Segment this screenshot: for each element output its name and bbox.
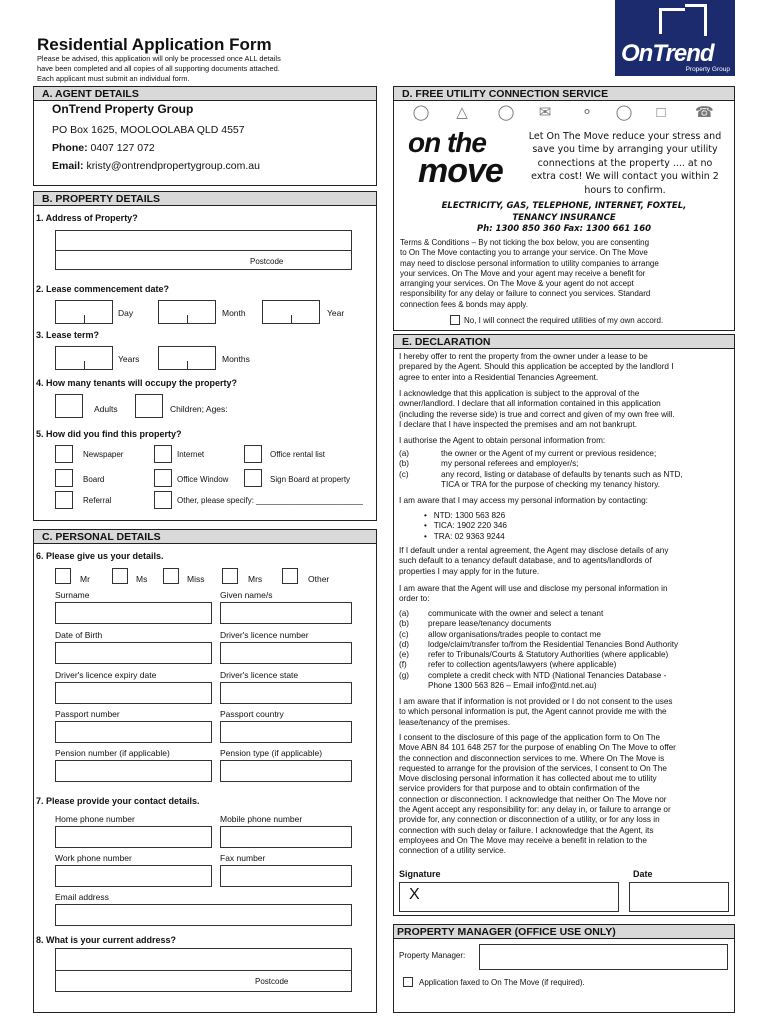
passport-country-field[interactable] [220,721,352,743]
agent-address: PO Box 1625, MOOLOOLABA QLD 4557 [52,124,245,136]
sign-board-label: Sign Board at property [270,475,351,484]
q1-label: 1. Address of Property? [36,213,138,223]
decl-line: connection of a utility service. [399,846,506,856]
list-item: allow organisations/trades people to contact me [428,629,601,639]
terms-line: to On The Move contacting you to arrange your service. On The Move [400,248,648,258]
work-phone-field[interactable] [55,865,212,887]
email-label: Email: [52,160,84,172]
decl-p4: I am aware that I may access my personal information by contacting: [399,496,648,505]
terms-line: may need to disclose personal information to utility companies to arrange [400,258,659,268]
newspaper-checkbox[interactable] [55,445,73,463]
phone-label: Phone: [52,142,88,154]
q8-label: 8. What is your current address? [36,935,177,945]
licence-number-label: Driver's licence number [220,630,309,640]
year-field[interactable] [262,300,320,324]
decl-line: properties I may apply for in the future. [399,566,540,576]
declaration-header: E. DECLARATION [393,334,735,349]
decl-line: lease/tenancy of the premises. [399,717,511,727]
on-the-move-logo [408,127,518,190]
intro-line: Each applicant must submit an individual form. [37,74,190,83]
list-letter: (a) [399,449,410,458]
passport-country-label: Passport country [220,709,284,719]
decl-p8 [399,733,755,857]
given-name-field[interactable] [220,602,352,624]
list-item: lodge/claim/transfer to/from the Residential Tenancies Bond Authority [428,639,679,649]
terms-line: Terms & Conditions – By not ticking the box below, you are consenting [400,238,650,247]
q5-label: 5. How did you find this property? [36,429,182,439]
telephone-icon: ☎ [695,104,714,121]
dob-field[interactable] [55,642,212,664]
mr-checkbox[interactable] [55,568,71,584]
list-letter: (c) [399,629,409,639]
contact-tica: TICA: 1902 220 346 [433,521,507,531]
other-source-label: Other, please specify: ________________________ [177,496,363,505]
signature-field[interactable] [399,882,619,912]
q2-label: 2. Lease commencement date? [36,284,170,294]
board-checkbox[interactable] [55,469,73,487]
decl-line: I consent to the disclosure of this page of the application form to On The [399,733,661,742]
sign-board-checkbox[interactable] [244,469,262,487]
current-postcode-label: Postcode [255,977,289,986]
surname-field[interactable] [55,602,212,624]
decl-line: I hereby offer to rent the property from the owner under a lease to be [399,352,648,361]
use-letters [399,609,409,681]
faxed-label: Application faxed to On The Move (if required). [419,978,585,987]
page-title: Residential Application Form [37,35,272,54]
decl-p2 [399,389,755,430]
other-title-checkbox[interactable] [282,568,298,584]
licence-state-label: Driver's licence state [220,670,299,680]
home-phone-label: Home phone number [55,814,135,824]
promo-line: hours to confirm. [584,184,666,196]
auth-items [441,449,731,490]
list-letter: (g) [399,670,410,680]
logo-subtext: Property Group [685,66,730,73]
miss-label: Miss [187,574,205,584]
decl-line: provide for, any connection or disconnection of a utility, or for any loss in [399,815,660,825]
agent-header: A. AGENT DETAILS [33,86,377,101]
day-field[interactable] [55,300,113,324]
logo-line2: move [418,152,503,190]
month-field[interactable] [158,300,216,324]
decl-line: (including the reverse side) is true and correct and given of my own free will. [399,409,675,419]
services-line2: TENANCY INSURANCE [512,213,616,223]
list-item: communicate with the owner and select a tenant [428,609,604,618]
decl-line: service providers for that purpose and to obtain confirmation of the [399,784,640,794]
newspaper-label: Newspaper [83,450,124,459]
office-window-checkbox[interactable] [154,469,172,487]
list-item: any record, listing or database of defaults by tenants such as NTD, [441,469,683,479]
intro-line: have been completed and all copies of all supporting documents attached. [37,64,280,73]
referral-checkbox[interactable] [55,491,73,509]
contact-ntd: NTD: 1300 563 826 [433,511,506,520]
passport-number-field[interactable] [55,721,212,743]
optout-label: No, I will connect the required utilities of my own accord. [464,316,664,325]
mobile-phone-field[interactable] [220,826,352,848]
month-label: Month [222,308,246,318]
mrs-label: Mrs [248,574,263,584]
list-item: my personal referees and employer/s; [441,459,579,469]
decl-line: connection or disconnection. I acknowledge that neither On The Move nor [399,794,667,804]
postcode-label: Postcode [250,257,284,266]
internet-label: Internet [177,450,205,459]
list-item: • TICA: 1902 220 346 [424,521,507,531]
licence-expiry-label: Driver's licence expiry date [55,670,157,680]
current-address-divider [55,970,352,971]
phone-value: 0407 127 072 [90,142,155,154]
promo-line: connections at the property .... at no [537,157,713,169]
decl-p7 [399,697,755,728]
decl-line: Move disclosing personal information it has collected about me to utility [399,774,657,784]
q6-label: 6. Please give us your details. [36,551,164,561]
utility-promo [525,130,725,197]
decl-p5 [399,546,755,577]
decl-p3: I authorise the Agent to obtain personal information from: [399,436,606,445]
given-name-label: Given name/s [220,590,273,600]
computer-icon: □ [656,104,666,121]
miss-checkbox[interactable] [163,568,179,584]
work-phone-label: Work phone number [55,853,132,863]
decl-line: I am aware that the Agent will use and disclose my personal information in [399,584,668,593]
ms-label: Ms [136,574,148,584]
email-address-field[interactable] [55,904,352,926]
optout-checkbox[interactable] [450,315,460,325]
decl-p1 [399,352,755,383]
board-label: Board [83,475,105,484]
list-item: refer to collection agents/lawyers (where applicable) [428,660,617,670]
list-letter: (b) [399,459,410,469]
agent-name: OnTrend Property Group [52,102,194,116]
promo-line: Let On The Move reduce your stress and [528,131,722,142]
list-letter: (a) [399,609,410,618]
adults-field[interactable] [55,394,83,418]
intro-line: Please be advised, this application will only be processed once ALL details [37,54,281,63]
utility-header: D. FREE UTILITY CONNECTION SERVICE [393,86,735,101]
pension-type-label: Pension type (if applicable) [220,748,323,758]
internet-checkbox[interactable] [154,445,172,463]
decl-line: the connection and disconnection services to me. Where On The Move is [399,753,665,763]
children-field[interactable] [135,394,163,418]
day-label: Day [118,308,134,318]
decl-line: the Agent accept any responsibility for: any delay in, or failure to arrange or [399,805,671,815]
list-item: complete a credit check with NTD (National Tenancies Database - [428,670,667,680]
list-letter: (e) [399,650,410,660]
list-item: TICA or TRA for the purpose of checking my tenancy history. [441,479,661,489]
list-item: the owner or the Agent of my current or previous residence; [441,449,657,458]
services-line1: ELECTRICITY, GAS, TELEPHONE, INTERNET, FOXTEL, [441,201,687,211]
list-letter: (b) [399,619,410,629]
decl-line: connection with such delay or failure. I acknowledge that the Agent, its [399,825,654,835]
children-label: Children; Ages: [170,404,228,414]
years-field[interactable] [55,346,113,370]
list-letter: (f) [399,660,407,670]
licence-number-field[interactable] [220,642,352,664]
logo-line1: on the [408,127,486,158]
office-window-label: Office Window [177,475,229,484]
other-source-checkbox[interactable] [154,491,172,509]
agent-email [52,160,260,172]
promo-line: save you time by arranging your utility [532,144,718,156]
faxed-checkbox[interactable] [403,977,413,987]
decl-line: requested to arrange for the provision of the services, I consent to On The [399,763,667,773]
other-title-label: Other [308,574,330,584]
q7-label: 7. Please provide your contact details. [36,796,200,806]
ontrend-logo [615,0,735,76]
flame-icon: △ [456,104,468,121]
pension-number-label: Pension number (if applicable) [55,748,170,758]
property-header: B. PROPERTY DETAILS [33,191,377,206]
list-item: prepare lease/tenancy documents [428,619,552,629]
date-field[interactable] [629,882,729,912]
address-divider [55,250,352,251]
months-field[interactable] [158,346,216,370]
promo-line: extra cost! We will contact you within 2 [531,171,719,183]
terms-line: your services. On The Move and your agent may receive a benefit for [400,268,646,278]
decl-line: agree to enter into a Residential Tenancies Agreement. [399,372,599,382]
decl-line: If I default under a rental agreement, the Agent may disclose details of any [399,546,669,555]
referral-label: Referral [83,496,112,505]
years-label: Years [118,354,140,364]
mrs-checkbox[interactable] [222,568,238,584]
decl-line: I acknowledge that this application is subject to the approval of the [399,389,640,398]
office-header: PROPERTY MANAGER (OFFICE USE ONLY) [393,924,735,939]
adults-label: Adults [94,404,118,414]
ms-checkbox[interactable] [112,568,128,584]
mail-icon: ✉ [538,104,552,121]
decl-line: order to: [399,594,430,604]
terms-line: arranging your services. On The Move & your agent do not accept [400,279,634,289]
list-letter: (d) [399,639,410,649]
months-label: Months [222,354,250,364]
list-item: • NTD: 1300 563 826 [424,511,506,520]
signature-x: X [409,886,420,903]
pension-number-field[interactable] [55,760,212,782]
list-letter: (c) [399,469,409,479]
utility-phone: Ph: 1300 850 360 Fax: 1300 661 160 [476,224,652,234]
email-value: kristy@ontrendpropertygroup.com.au [86,160,260,172]
email-address-label: Email address [55,892,109,902]
fax-label: Fax number [220,853,266,863]
property-manager-field[interactable] [479,944,728,970]
office-rental-list-checkbox[interactable] [244,445,262,463]
logo-text: OnTrend [621,40,714,67]
utility-terms [400,238,728,310]
personal-header: C. PERSONAL DETAILS [33,529,377,544]
passport-number-label: Passport number [55,709,120,719]
decl-line: prepared by the Agent. Should this application be accepted by the landlord I [399,362,674,372]
list-item: • TRA: 02 9363 9244 [424,531,505,541]
decl-line: such default to a tenancy default database, and to agents/landlords of [399,556,652,566]
bulb-icon: ◯ [412,104,430,121]
water-drop-icon: ◯ [615,104,633,121]
contact-bullets [424,511,507,542]
pension-type-field[interactable] [220,760,352,782]
licence-state-field[interactable] [220,682,352,704]
decl-line: owner/landlord. I declare that all information contained in this application [399,399,661,409]
decl-line: Move ABN 84 101 648 257 for the purpose of enabling On The Move to offer [399,743,676,753]
auth-letters [399,449,409,480]
dob-label: Date of Birth [55,630,103,640]
decl-line: to which personal information is put, the Agent cannot provide me with the [399,707,667,717]
q4-label: 4. How many tenants will occupy the property? [36,378,238,388]
list-item: Phone 1300 563 826 – Email info@ntd.net.au) [428,681,597,691]
contact-tra: TRA: 02 9363 9244 [433,531,505,541]
surname-label: Surname [55,590,90,600]
mobile-phone-label: Mobile phone number [220,814,303,824]
terms-line: responsibility for any delay or failure to connect you services. Standard [400,289,651,299]
mr-label: Mr [80,574,90,584]
list-item: refer to Tribunals/Courts & Statutory Authorities (where applicable) [428,650,669,660]
q3-label: 3. Lease term? [36,330,100,340]
date-label: Date [633,869,653,879]
decl-p6 [399,584,755,605]
terms-line: connection fees & bonds may apply. [400,299,528,309]
agent-phone [52,142,155,154]
gas-drop-icon: ◯ [497,104,515,121]
year-label: Year [327,308,345,318]
use-items [428,609,732,691]
property-manager-label: Property Manager: [399,951,466,960]
licence-expiry-field[interactable] [55,682,212,704]
intro-text [37,54,357,84]
decl-line: employees and On The Move may receive a benefit in relation to the [399,835,647,845]
office-rental-list-label: Office rental list [270,450,325,459]
decl-line: I am aware that if information is not provided or I do not consent to the uses [399,697,673,706]
fax-field[interactable] [220,865,352,887]
signature-label: Signature [399,869,441,879]
home-phone-field[interactable] [55,826,212,848]
plug-icon: ⚬ [580,104,594,121]
decl-line: I declare that I have inspected the premises and am not bankrupt. [399,419,638,429]
